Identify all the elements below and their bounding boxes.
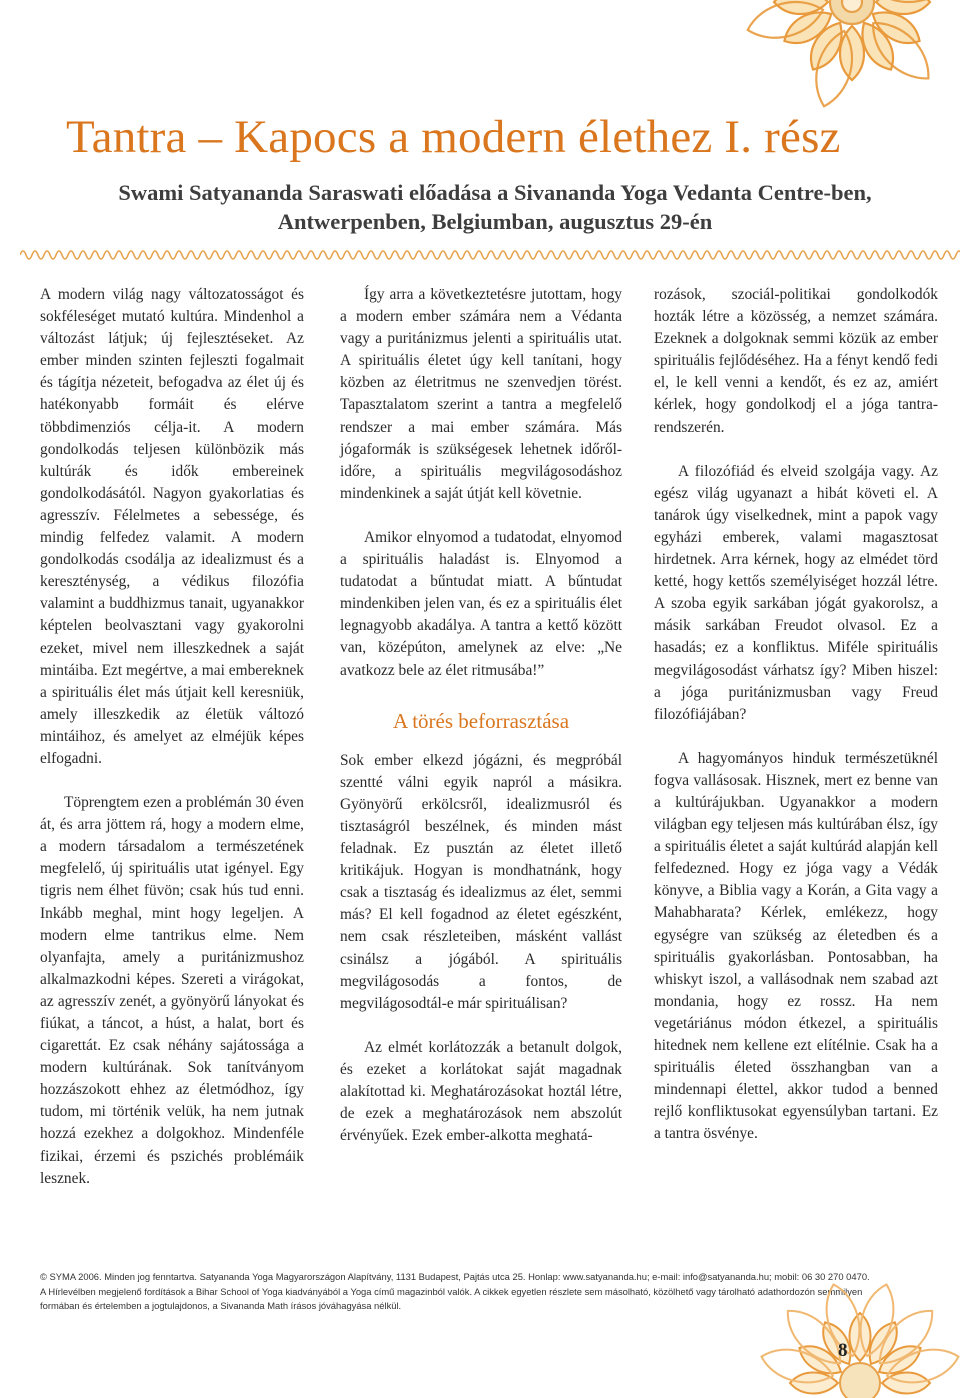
subtitle-line: Antwerpenben, Belgiumban, augusztus 29-én (277, 209, 713, 234)
article-title: Tantra – Kapocs a modern élethez I. rész (66, 111, 841, 163)
paragraph: A hagyományos hinduk természetüknél fogva vallásosak. Hisznek, mert ez benne van a kultúrájukban. Ugyanakkor a modern világban egy teljesen más kultúrában élsz, így a spirituális életet a saját kultúrád alapján kell felfedezned. Hogy ez jóga vagy a Védák könyve, a Biblia vagy a Korán, a Gita vagy a Mahabharata? Kérlek, emlékezz, hogy egységre van szükség az életedben és a spirituális gyakorlásban. Pontosabban, ha whiskyt iszol, a vallásodnak nem szabad azt mondania, hogy ez rossz. Ha nem vegetáriánus módon étkezel, a spirituális hitednek nem kellene ezt elítélnie. Csak ha a spirituális életed összhangban van a mindennapi élettel, akkor tudod a benned rejlő konfliktusokat egyensúlyban tartani. Ez a tantra ösvénye. (654, 749, 938, 1143)
article-subtitle (30, 178, 960, 236)
lotus-mandala-icon (732, 0, 960, 122)
column-left (40, 284, 304, 1190)
footer-line: A Hírlevélben megjelenő fordítások a Bihar School of Yoga kiadványából a Yoga című magazinból valók. A cikkek egyetlen részlete sem másolható, közölhető vagy tárolható adathordozón semmilyen (40, 1285, 863, 1297)
subtitle-line: Swami Satyananda Saraswati előadása a Sivananda Yoga Vedanta Centre-ben, (118, 180, 872, 205)
column-middle (340, 284, 622, 1147)
column-right (654, 284, 938, 1145)
paragraph: Töprengtem ezen a problémán 30 éven át, és arra jöttem rá, hogy a modern elme, a modern társadalom a természetének megfelelő, új spirituális utat igényel. Egy tigris nem élhet füvön; csak hús tud enni. Inkább meghal, mint hogy legeljen. A modern elme tantrikus elme. Nem olyanfajta, amely a puritánizmushoz alkalmazkodni képes. Szereti a virágokat, az agresszív zenét, a gyönyörű lányokat és fiúkat, a táncot, a húst, a halat, bort és cigarettát. Ez csak néhány sajátossága a modern kultúrának. Sok tanítványom hozzászokott ehhez az életmódhoz, így tudom, mi történik velük, ha nem jutnak hozzá ezekhez a dolgokhoz. Mindenféle fizikai, érzemi és pszichés problémáik lesznek. (40, 794, 304, 1187)
paragraph: Az elmét korlátozzák a betanult dolgok, és ezeket a korlátokat saját magadnak alakítottad ki. Meghatározásokat hoztál létre, de ezek a meghatározások nem abszolút érvényűek. Ezek ember-alkotta meghatá- (340, 1038, 622, 1145)
section-heading: A törés beforrasztása (392, 708, 570, 733)
paragraph: Amikor elnyomod a tudatodat, elnyomod a spirituális haladást is. Elnyomod a tudatodat a bűntudat miatt. A bűntudat mindenkiben jelen van, és ez a spirituális élet legnagyobb akadálya. A tantra a kettő között van, középúton, amelynek az elve: „Ne avatkozz bele az élet ritmusába!” (340, 528, 622, 679)
footer-line: © SYMA 2006. Minden jog fenntartva. Satyananda Yoga Magyarországon Alapítvány, 1131 Budapest, Pajtás utca 25. Honlap: www.satyananda.hu; e-mail: info@satyananda.hu; mobil: 06 30 270 0470. (40, 1271, 870, 1282)
paragraph: A modern világ nagy változatosságot és sokféleséget mutató kultúra. Mindenhol a változást látjuk; új fejlesztéseket. Az ember minden szinten fejleszti fogalmait és tágítja nézeteit, befogadva az élet új és hatékonyabb formáit és elérve többdimenziós célja-it. A modern gondolkodás teljesen különbözik más kultúrák és idők embereinek gondolkodásától. Nagyon gyakorlatias és agresszív. Félelmetes a sebessége, és mindig felfedez valamit. A modern gondolkodás csodálja az idealizmust és a kereszténység, a védikus filozófia valamint a buddhizmus tanait, ugyanakkor képtelen beolvasztani vagy gyakorolni ezeket, mivel nem illeszkednek a saját mintáiba. Ezt megértve, a mai embereknek a spirituális élet más útjait kell keresniük, amely illeszkedik az életük változó mintáihoz, és amelyet az elméjük képes elfogadni. (40, 286, 304, 767)
footer-line: formában és értelemben a jogtulajdonos, a Sivananda Math írásos jóváhagyása nélkül. (40, 1300, 402, 1312)
paragraph: Így arra a következtetésre jutottam, hogy a modern ember számára nem a Védanta vagy a puritánizmus jelenti a spirituális utat. A spirituális életet úgy kell tanítani, hogy közben az életritmus ne szenvedjen törést. Tapasztalatom szerint a tantra a megfelelő rendszer a mai ember számára. Más jógaformák is szükségesek lehetnek időről-időre, a spirituális megvilágosodáshoz mindenkinek a saját útját kell követnie. (340, 286, 622, 502)
lotus-mandala-icon (740, 1268, 960, 1398)
paragraph: A filozófiád és elveid szolgája vagy. Az egész világ ugyanazt a hibát követi el. A tanárok úgy viselkednek, mint a papok vagy egyházi emberek, valami magasztosat hirdetnek. Arra kérnek, hogy az elmédet törd ketté, hogy kettős személyiséget hozzál létre. A szoba egyik sarkában jógát gyakorolsz, a másik sarkában Freudot olvasol. Ez a hasadás; ez a konfliktus. Miféle spirituális megvilágosodást várhatsz így? Miben hiszel: a jóga puritánizmusban vagy Freud filozófiájában? (654, 462, 938, 723)
paragraph: Sok ember elkezd jógázni, és megpróbál szentté válni egyik napról a másikra. Gyönyörű erkölcsről, idealizmusról és tisztaságról beszélnek, és minden mást feladnak. Ez pusztán az életet illető kritikájuk. Hogyan is mondhatnánk, hogy csak a tisztaság és idealizmus az élet, semmi más? El kell fogadnod az életet egészként, nem csak részleteiben, másként vallást csinálsz a jógából. A spirituális megvilágosodás a fontos, de megvilágosodtál-e már spirituálisan? (340, 751, 622, 1012)
wave-divider (20, 246, 960, 264)
page-number: 8 (838, 1340, 848, 1361)
paragraph: rozások, szociál-politikai gondolkodók hozták létre a közösség, a nemzet számára. Ezeknek a dolgoknak semmi közük az ember spirituális fejlődéséhez. Ha a fényt kendő fedi el, le kell venni a kendőt, és ez az, amiért kérlek, hogy gondolkodj el a jóga tantra-rendszerén. (654, 286, 938, 436)
